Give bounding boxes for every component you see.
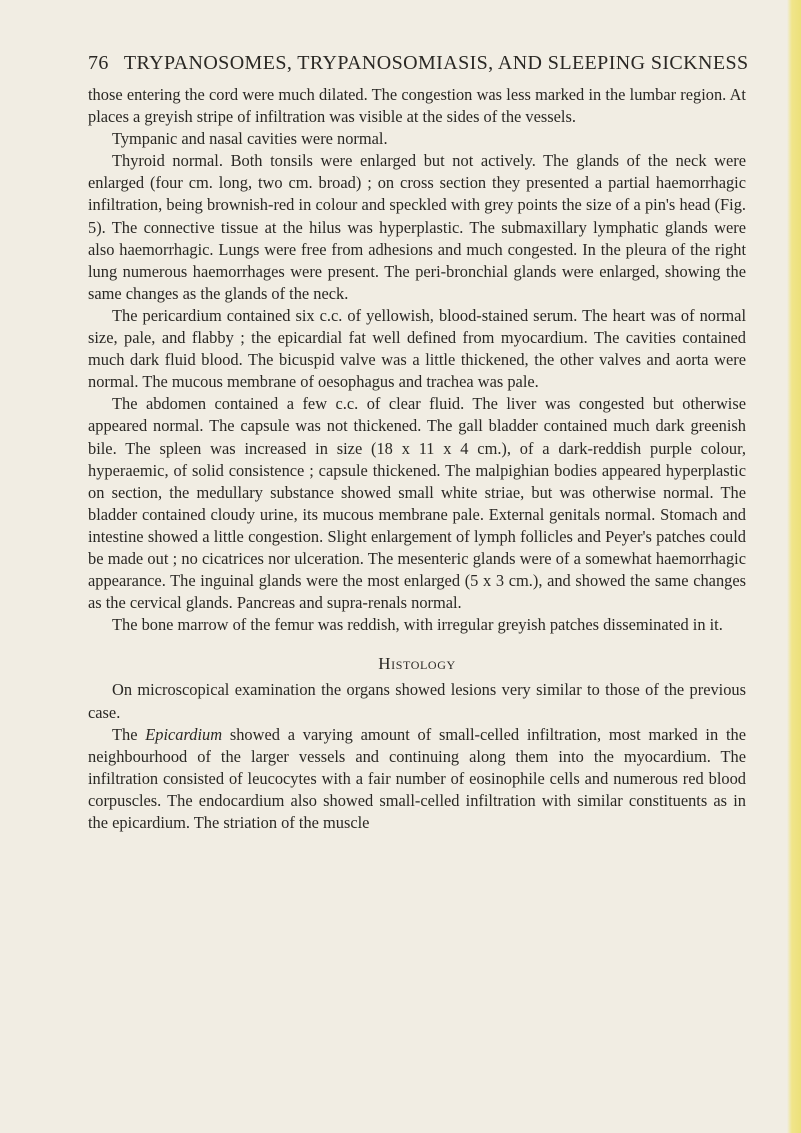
page-body [88,84,746,834]
paragraph-thyroid: Thyroid normal. Both tonsils were enlarged but not actively. The glands of the neck were enlarged (four cm. long, two cm. broad) ; on cross section they presented a partial haemorrhagic infiltration, being brownish-red in colour and speckled with grey points the size of a pin's head (Fig. 5). The connective tissue at the hilus was hyperplastic. The submaxillary lymphatic glands were also haemorrhagic. Lungs were free from adhesions and much congested. In the pleura of the right lung numerous haemorrhages were present. The peri-bronchial glands were enlarged, showing the same changes as the glands of the neck. [88,151,746,303]
paragraph-tympanic: Tympanic and nasal cavities were normal. [112,129,388,149]
section-heading-histology: Histology [378,654,456,674]
page-number: 76 [88,52,109,74]
paragraph-continuation: those entering the cord were much dilated. The congestion was less marked in the lumbar region. At places a greyish stripe of infiltration was visible at the sides of the vessels. [88,85,746,127]
paragraph-pericardium: The pericardium contained six c.c. of yellowish, blood-stained serum. The heart was of normal size, pale, and flabby ; the epicardial fat well defined from myocardium. The cavities contained much dark fluid blood. The bicuspid valve was a little thickened, the other valves and aorta were normal. The mucous membrane of oesophagus and trachea was pale. [88,305,746,392]
paragraph-epicardium [88,724,746,834]
epicardium-term: Epicardium [145,724,223,744]
running-header [88,52,748,75]
paragraph-abdomen: The abdomen contained a few c.c. of clear fluid. The liver was congested but otherwise appeared normal. The capsule was not thickened. The gall bladder contained much dark greenish bile. The spleen was increased in size (18 x 11 x 4 cm.), of a dark-reddish purple colour, hyperaemic, of solid consistence ; capsule thickened. The malpighian bodies appeared hyperplastic on section, the medullary substance showed small white striae, but was otherwise normal. The bladder contained cloudy urine, its mucous membrane pale. External genitals normal. Stomach and intestine showed a little congestion. Slight enlargement of lymph follicles and Peyer's patches could be made out ; no cicatrices nor ulceration. The mesenteric glands were of a somewhat haemorrhagic appearance. The inguinal glands were the most enlarged (5 x 3 cm.), and showed the same changes as the cervical glands. Pancreas and supra-renals normal. [88,394,746,613]
running-title: TRYPANOSOMES, TRYPANOSOMIASIS, AND SLEEPING SICKNESS [123,52,749,74]
epicardium-text: showed a varying amount of small-celled infiltration, most marked in the neighbourhood of the larger vessels and continuing along them into the myocardium. The infiltration consisted of leucocytes with a fair number of eosinophile cells and numerous red blood corpuscles. The endocardium also showed small-celled infiltration with similar constituents as in the epicardium. The striation of the muscle [88,724,746,832]
page-edge [787,0,801,1133]
paragraph-bone-marrow: The bone marrow of the femur was reddish, with irregular greyish patches disseminated in it. [112,615,723,635]
paragraph-histology-intro: On microscopical examination the organs showed lesions very similar to those of the previous case. [88,680,746,722]
epicardium-lead: The [112,724,146,744]
